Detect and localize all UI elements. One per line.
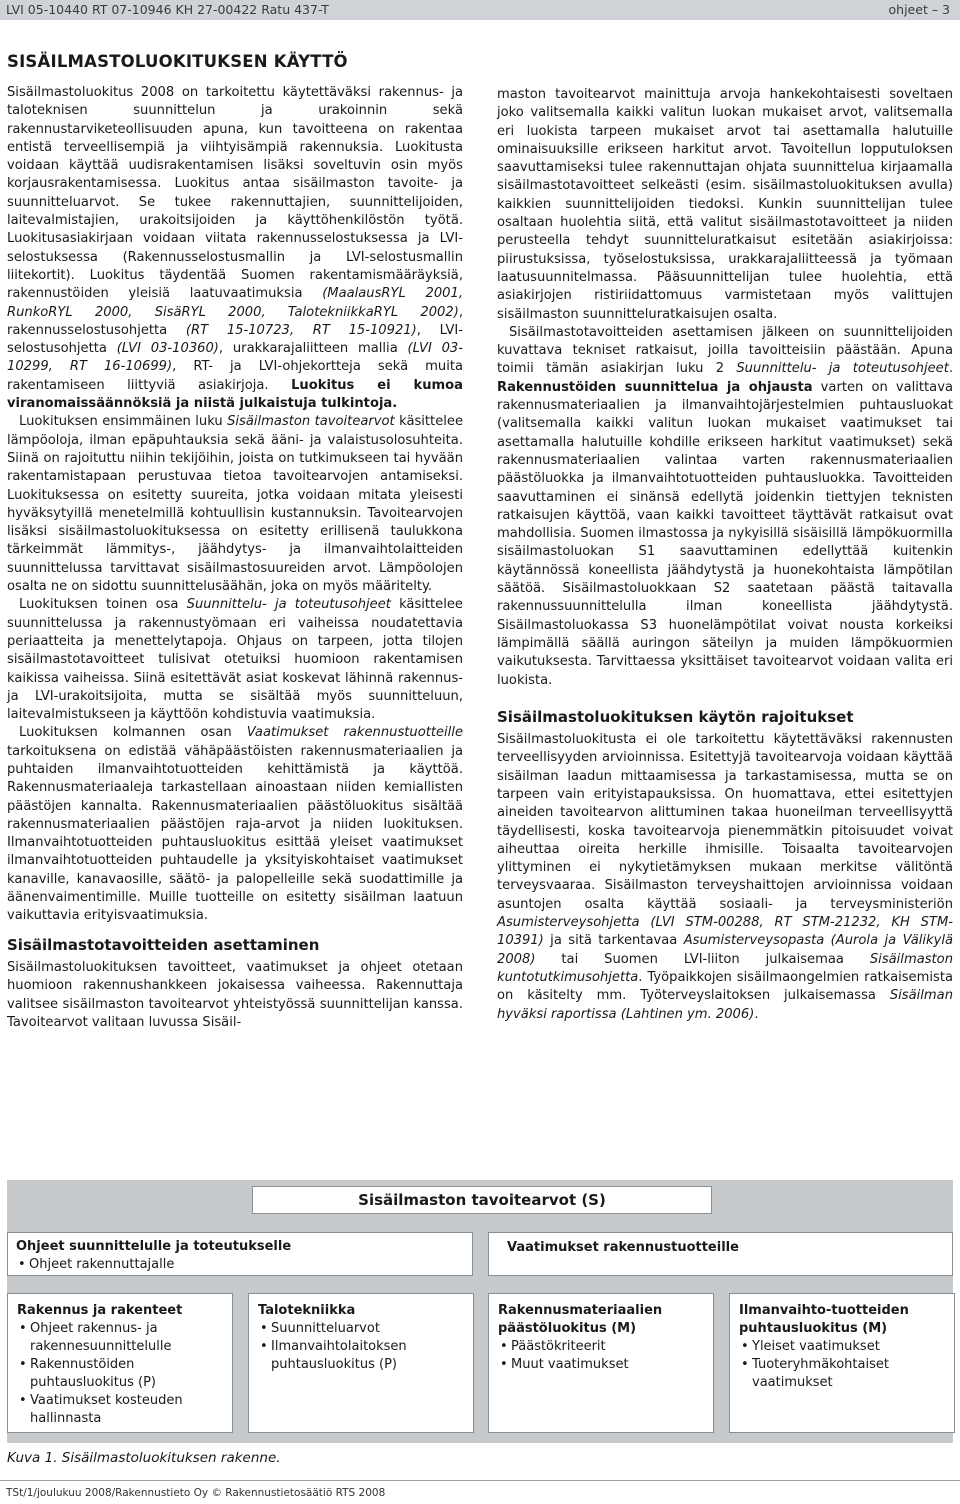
diagram-list-item: • Ohjeet rakennuttajalle	[29, 1256, 464, 1274]
bold-text: Luokitus ei kumoa viranomaissäännöksiä ja niistä julkaistuja tulkintoja.	[7, 377, 463, 412]
text-run: ja sitä tarkentavaa	[543, 933, 684, 949]
italic-text: Sisäilmaston kuntotutkimusohjetta	[497, 951, 953, 985]
paragraph	[497, 324, 953, 690]
text-run: .	[754, 1006, 759, 1022]
page-number: ohjeet – 3	[888, 2, 950, 17]
diagram-box-vaatimukset	[488, 1232, 953, 1276]
right-column	[497, 86, 953, 1024]
paragraph	[497, 731, 953, 1024]
text-run: , urakkarajaliitteen mallia	[218, 341, 408, 357]
text-run: Sisäilmastoluokituksen tavoitteet, vaatimukset ja ohjeet otetaan huomioon rakennushankkeen jokaisessa vaiheessa. Rakennuttaja valitsee sisäilmaston tavoitearvot yhteistyössä suunnittelijan kanssa. Tavoitearvot valitaan luvussa Sisäil-	[7, 959, 463, 1030]
paragraph	[7, 724, 463, 925]
diagram-box-rakennusmateriaalit	[488, 1293, 714, 1433]
text-run: tarkoituksena on edistää vähäpäästöisten rakennusmateriaalien ja puhtaiden ilmanvaihtotuotteiden kehittämistä ja käyttöä. Rakennusmateriaaleja tarkastellaan ainoastaan niiden kemiallisten päästöjen kannalta. Rakennusmateriaalien päästöluokitus sisältää rakennusmateriaalien päästöjen raja-arvot ja niiden luokituksen. Ilmanvaihtotuotteiden puhtausluokitus esittää yleiset vaatimukset ilmanvaihtotuotteiden puhtaudelle ja yksityiskohtaiset vaatimukset kanaville, kanavaosille, säätö- ja palopelleille sekä suodattimille ja äänenvaimentimille. Muille tuotteille on esitetty sisäilman laatuun vaikuttavia erityisvaatimuksia.	[7, 743, 463, 924]
diagram-list-item: • Ohjeet rakennus- ja rakennesuunnittelulle	[30, 1320, 223, 1356]
text-run: , rakennusselostusohjetta	[7, 304, 463, 338]
paragraph	[7, 959, 463, 1032]
text-run: tai Suomen LVI-liiton julkaisemaa	[535, 951, 870, 967]
diagram-list-item: • Rakennustöiden puhtausluokitus (P)	[30, 1356, 223, 1392]
diagram-box-title: Vaatimukset rakennustuotteille	[507, 1240, 739, 1255]
italic-text: (LVI 03-10360)	[116, 341, 219, 357]
text-run: käsittelee lämpöoloja, ilman epäpuhtauksia sekä ääni- ja valaistusolosuhteita. Siinä on rajoituttu niihin tekijöihin, joista on tutkimukseen tai hyvään rakentamistapaan perustuvaa tietoa tavoitearvojen antamiseksi. Luokituksessa on esitetty suureita, jotka voidaan mitata yleisesti hyväksytyillä menetelmillä kohtuullisin kustannuksin. Tavoitearvojen lisäksi sisäilmastoluokituksessa on esitetty erillisenä taulukkona tärkeimmät lämmitys-, jäähdytys- ja ilmanvaihtolaitteiden suunnittelussa tarvittavat sisäilmastosuureiden arvot. Lämpöolojen osalta ne on sidottu suunnittelusäähän, joka on myös määritelty.	[7, 414, 463, 595]
diagram-list-item: • Muut vaatimukset	[511, 1356, 704, 1374]
italic-text: (MaalausRYL 2001, RunkoRYL 2000, SisäRYL 2000, TalotekniikkaRYL 2002)	[7, 286, 463, 320]
text-run: Sisäilmastoluokitus 2008 on tarkoitettu käytettäväksi rakennus- ja taloteknisen suunnittelun ja urakoinnin sekä rakennustarviketeollisuuden apuna, kun tavoitteena on rakentaa entistä terveellisempiä ja viihtyisämpiä rakennuksia. Luokitusta voidaan käyttää uudisrakentamisen lisäksi soveltuvin osin myös korjausrakentamisessa. Luokitus antaa sisäilmaston tavoite- ja suunnitteluarvot. Se tukee rakennuttajien, suunnittelijoiden, laitevalmistajien, urakoitsijoiden ja käyttöhenkilöstön työtä. Luokitusasiakirjaan voidaan viitata rakennusselostuksessa ja LVI-selostuksessa (Rakennusselostusmallin ja LVI-selostusmallin liitekortit). Luokitus täydentää Suomen rakentamismääräyksiä, rakennustöiden yleisiä laatuvaatimuksia	[7, 85, 463, 302]
text-run: , RT- ja LVI-ohjekortteja sekä muita rakentamiseen liittyviä asiakirjoja.	[7, 359, 463, 393]
diagram-box-title: Rakennus ja rakenteet	[17, 1303, 183, 1318]
diagram-list	[258, 1320, 464, 1374]
section-heading: Sisäilmastotavoitteiden asettaminen	[7, 935, 320, 954]
diagram-box-talotekniikka	[248, 1293, 474, 1433]
italic-text: Sisäilman hyväksi raportissa (Lahtinen ym. 2006)	[497, 988, 953, 1022]
text-run: Sisäilmastoluokitusta ei ole tarkoitettu käytettäväksi rakennusten terveellisyyden arvioinnissa. Esitettyjä tavoitearvoja voidaan käyttää sisäilman laadun mittaamisessa ja tarkastamisessa, mutta se on tarpeen vain erityistapauksissa. On huomattava, ettei esitettyjen aineiden tavoitearvon alittuminen takaa huoneilman terveellisyyttä täydellisesti, koska tavoitearvoja pienemmätkin pitoisuudet voivat aiheuttaa oireita herkille ihmisille. Toisaalta tavoitearvojen ylittyminen ei nykytietämyksen mukaan merkitse välitöntä terveysvaaraa. Sisäilmaston terveyshaittojen arvioinnissa voidaan asuntojen osalta käyttää sosiaali- ja terveysministeriön	[497, 732, 953, 912]
left-column	[7, 84, 463, 1032]
diagram-box-title: Ohjeet suunnittelulle ja toteutukselle	[16, 1239, 292, 1254]
text-run: varten on valittava rakennusmateriaalien ja ilmanvaihtojärjestelmien puhtausluokat (valitsemalla kaikki valitun luokan mukaiset vaatimukset tai asettamalla halutuille kohdille erikseen harkitut vaatimukset) sekä rakennusmateriaalien valintaa varten rakennusmateriaalien päästöluokka ja ilmanvaihtotuotteiden puhtausluokka. Tavoitteiden saavuttaminen ei sinänsä edellytä joidenkin tiettyjen teknisten ratkaisujen käyttöä, vaan kaikki tavoitteet täyttävät ratkaisut ovat mahdollisia. Suomen ilmastossa ja nykyisillä sisäisillä lämpökuormilla sisäilmastoluokan S1 saavuttaminen edellyttää kuitenkin käytännössä koneellista jäähdytystä ja huonekohtaista lämpötilan säätöä. Sisäilmastoluokkaan S2 saatetaan päästä taitavalla rakennussuunnittelulla ilman koneellista jäähdytystä. Sisäilmastoluokassa S3 huonelämpötilat voivat nousta korkeiksi lämpimällä säällä auringon säteilyn ja muiden lämpökuormien vaikutuksesta. Tarvittaessa yksittäiset tavoitearvot voidaan valita eri luokista.	[497, 379, 953, 688]
bold-text: Rakennustöiden suunnittelua ja ohjausta	[497, 379, 813, 395]
text-run: Luokituksen ensimmäinen luku	[19, 414, 228, 430]
diagram-list-item: • Päästökriteerit	[511, 1338, 704, 1356]
figure-caption: Kuva 1. Sisäilmastoluokituksen rakenne.	[7, 1450, 281, 1466]
diagram-box-title: Talotekniikka	[258, 1303, 356, 1318]
diagram-box-ohjeet	[7, 1232, 473, 1276]
italic-text: Asumisterveysohjetta (LVI STM-00288, RT STM-21232, KH STM-10391)	[497, 915, 953, 949]
text-run: Sisäilmastotavoitteiden asettamisen jälkeen on suunnittelijoiden kuvattava tekniset ratkaisut, joilla tavoitteisiin päästään. Apuna toimii tämän asiakirjan luku 2	[497, 324, 953, 377]
text-run: Luokituksen toinen osa	[19, 597, 187, 613]
footer-divider	[0, 1480, 960, 1481]
diagram-list	[498, 1338, 704, 1374]
text-run: maston tavoitearvot mainittuja arvoja hankekohtaisesti soveltaen joko valitsemalla kaikki valitun luokan mukaiset arvot, valitsemalla eri luokista tarpeen mukaiset arvot tai asettamalla halutuille ominaisuuksille erikseen harkitut arvot. Tavoitellun lopputuloksen saavuttamiseksi tulee rakennuttajan ohjata suunnittelua kirjaamalla sisäilmastotavoitteet selkeästi (esim. sisäilmastoluokituksen avulla) kaikkien suunnittelijoiden tiedoksi. Kunkin suunnittelijan tulee osaltaan huolehtia siitä, että valitut sisäilmastotavoitteet ja niiden perusteella tehdyt suunnitteluratkaisut esitetään asiakirjoissa: piirustuksissa, työselostuksissa, urakkarajaliitteessä ja työmaan laatusuunnitelmassa. Pääsuunnittelijan tulee huolehtia, että asiakirjojen ristiriidattomuus varmistetaan myös valittujen sisäilmaston suunnitteluratkaisujen osalta.	[497, 87, 953, 322]
text-run: Luokituksen kolmannen osan	[19, 725, 247, 741]
italic-text: Suunnittelu- ja toteutusohjeet	[186, 597, 391, 613]
diagram-list-item: • Ilmanvaihtolaitoksen puhtausluokitus (P)	[271, 1338, 464, 1374]
diagram-list-item: • Suunnitteluarvot	[271, 1320, 464, 1338]
document-codes: LVI 05-10440 RT 07-10946 KH 27-00422 Ratu 437-T	[6, 2, 329, 17]
paragraph	[7, 596, 463, 724]
italic-text: Vaatimukset rakennustuotteille	[246, 725, 463, 741]
page-header	[0, 0, 960, 20]
paragraph	[7, 84, 463, 413]
paragraph	[497, 86, 953, 324]
diagram-list-item: • Yleiset vaatimukset	[752, 1338, 945, 1356]
page-title: SISÄILMASTOLUOKITUKSEN KÄYTTÖ	[7, 52, 348, 71]
italic-text: (RT 15-10723, RT 15-10921)	[185, 322, 417, 338]
text-run: . Työpaikkojen sisäilmaongelmien ratkaisemista on käsitelty mm. Työterveyslaitoksen julkaisemassa	[497, 969, 953, 1004]
italic-text: Suunnittelu- ja toteutusohjeet	[736, 361, 949, 377]
diagram-list-item: • Tuoteryhmäkohtaiset vaatimukset	[752, 1356, 945, 1392]
diagram-box-title: Rakennusmateriaalien päästöluokitus (M)	[498, 1303, 663, 1336]
text-run: , LVI-selostusohjetta	[7, 322, 463, 357]
diagram-box-ilmanvaihtotuotteet	[729, 1293, 955, 1433]
diagram-list	[739, 1338, 945, 1392]
diagram-list	[17, 1320, 223, 1428]
text-run: .	[948, 361, 953, 377]
section-heading: Sisäilmastoluokituksen käytön rajoitukset	[497, 707, 854, 726]
diagram-list-item: • Vaatimukset kosteuden hallinnasta	[30, 1392, 223, 1428]
page-footer: TSt/1/joulukuu 2008/Rakennustieto Oy © Rakennustietosäätiö RTS 2008	[6, 1487, 386, 1499]
italic-text: Sisäilmaston tavoitearvot	[227, 414, 395, 430]
diagram-box-rakennus	[7, 1293, 233, 1433]
diagram-box-tavoitearvot: Sisäilmaston tavoitearvot (S)	[252, 1186, 712, 1214]
paragraph	[7, 413, 463, 596]
diagram-list	[16, 1256, 464, 1274]
diagram-box-title: Ilmanvaihto-tuotteiden puhtausluokitus (M)	[739, 1303, 909, 1336]
text-run: käsittelee suunnittelussa ja rakennustyömaan eri vaiheissa noudatettavia periaatteita ja menettelytapoja. Ohjaus on tarpeen, jotta tilojen sisäilmastotavoitteet tulisivat otetuiksi huomioon rakentamisen kaikissa vaiheissa. Siinä esitettävät asiat koskevat lähinnä rakennus- ja LVI-urakoitsijoita, mutta se sisältää myös suunnitteluun, laitevalmistukseen ja käyttöön kohdistuvia vaatimuksia.	[7, 597, 463, 723]
italic-text: (LVI 03-10299, RT 16-10699)	[7, 341, 463, 375]
italic-text: Asumisterveysopasta (Aurola ja Välikylä 2008)	[497, 933, 953, 967]
